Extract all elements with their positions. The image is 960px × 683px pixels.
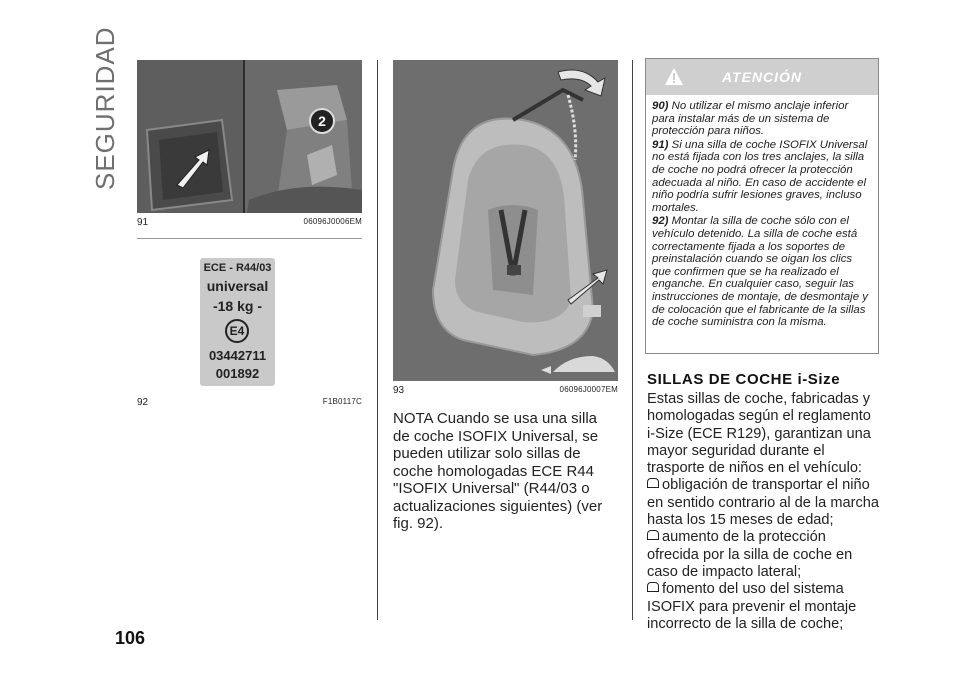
attention-title: ATENCIÓN: [721, 69, 803, 85]
attention-item: [652, 100, 873, 138]
figure-93-caption: [393, 385, 618, 396]
note-paragraph: NOTA Cuando se usa una silla de coche ISOFIX Universal, se pueden utilizar solo sillas de coche homologadas ECE R44 "ISOFIX Universal" (R44/03 o actualizaciones siguientes) (ver fig. 92).: [393, 410, 603, 532]
attention-header: [646, 59, 878, 95]
attention-item-number: 90): [652, 100, 669, 112]
approval-label-standard: ECE - R44/03: [203, 262, 272, 274]
isize-bullet-text: aumento de la protección ofrecida por la silla de coche en caso de impacto lateral;: [647, 529, 853, 580]
isofix-anchor-illustration: [137, 60, 362, 213]
child-seat-illustration: [393, 60, 618, 381]
approval-label-category: universal: [206, 278, 269, 294]
figure-number: 93: [393, 385, 405, 396]
figure-number: 91: [137, 217, 149, 228]
isize-bullet: [647, 581, 879, 633]
isize-body: [647, 391, 879, 633]
isize-bullet-text: obligación de transportar el niño en sentido contrario al de la marcha hasta los 15 meses de edad;: [647, 477, 880, 529]
bullet-icon: [647, 530, 659, 540]
attention-box: [645, 58, 879, 354]
column-divider: [632, 60, 633, 620]
figure-separator: [137, 238, 362, 239]
attention-body: [646, 95, 878, 329]
bullet-icon: [647, 582, 659, 592]
figure-code: 06096J0007EM: [559, 385, 618, 394]
approval-label: [200, 258, 275, 386]
attention-item: [652, 215, 873, 328]
figure-number: 92: [137, 397, 149, 408]
column-divider: [377, 60, 378, 620]
bullet-icon: [647, 478, 659, 488]
figure-91-caption: [137, 217, 362, 228]
figure-91-badge-number: 2: [318, 113, 326, 129]
figure-92-caption: [137, 397, 362, 408]
approval-mark-icon: [225, 319, 249, 343]
isize-bullet: [647, 477, 879, 529]
section-title-text: SEGURIDAD: [90, 26, 120, 190]
figure-91-badge: [309, 108, 335, 134]
attention-item-text: No utilizar el mismo anclaje inferior para instalar más de un sistema de protección para niños.: [652, 100, 849, 138]
attention-item-number: 92): [652, 215, 669, 228]
figure-91-image: [137, 60, 362, 213]
isize-heading: SILLAS DE COCHE i-Size: [647, 371, 841, 388]
isize-bullet: [647, 529, 879, 581]
attention-item: [652, 139, 873, 215]
isize-bullet-text: fomento del uso del sistema ISOFIX para prevenir el montaje incorrecto de la silla de coche;: [647, 581, 857, 632]
approval-label-mass: -18 kg -: [212, 298, 262, 314]
isize-intro: Estas sillas de coche, fabricadas y homologadas según el reglamento i-Size (ECE R129), garantizan una mayor seguridad durante el trasporte de niños en el vehículo:: [647, 391, 871, 477]
figure-code: 06096J0006EM: [303, 217, 362, 226]
figure-code: F1B0117C: [322, 397, 362, 406]
page-number: 106: [115, 628, 146, 648]
approval-label-serial: 001892: [215, 366, 260, 381]
attention-item-number: 91): [652, 138, 669, 151]
figure-93-image: [393, 60, 618, 381]
attention-item-text: Si una silla de coche ISOFIX Universal no está fijada con los tres anclajes, la silla de coche no podrá ofrecer la protección adecuada al niño. En caso de accidente el niño podría sufrir lesiones graves, incluso mortales.: [652, 138, 868, 214]
warning-icon: [664, 67, 684, 87]
approval-mark-text: E4: [229, 324, 245, 338]
approval-label-number: 03442711: [208, 348, 267, 363]
attention-item-text: Montar la silla de coche sólo con el vehículo detenido. La silla de coche está correctamente fijada a los soportes de preinstalación cuando se oigan los clics que confirmen que se ha realizado el enganche. En cualquier caso, seguir las instrucciones de montaje, de desmontaje y de colocación que el fabricante de la sillas de coche suministra con la misma.: [652, 215, 868, 329]
section-title: [70, 26, 130, 192]
